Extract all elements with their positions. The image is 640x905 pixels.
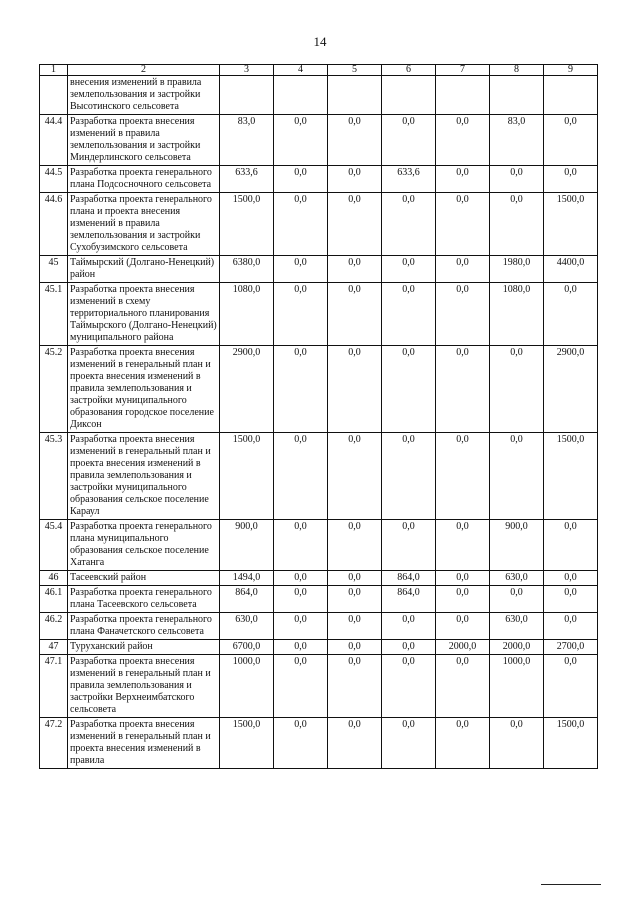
value-cell-col-6 bbox=[382, 76, 436, 115]
value-cell-col-8 bbox=[490, 76, 544, 115]
value-cell-col-3: 633,6 bbox=[220, 166, 274, 193]
column-header-5: 5 bbox=[328, 65, 382, 76]
value-cell-col-4: 0,0 bbox=[274, 256, 328, 283]
value-cell-col-9: 0,0 bbox=[544, 283, 598, 346]
value-cell-col-6: 0,0 bbox=[382, 433, 436, 520]
table-row bbox=[40, 193, 598, 256]
value-cell-col-6: 0,0 bbox=[382, 520, 436, 571]
value-cell-col-4: 0,0 bbox=[274, 115, 328, 166]
value-cell-col-3 bbox=[220, 76, 274, 115]
value-cell-col-5: 0,0 bbox=[328, 433, 382, 520]
value-cell-col-7: 0,0 bbox=[436, 655, 490, 718]
value-cell-col-8: 0,0 bbox=[490, 346, 544, 433]
row-number: 47 bbox=[40, 640, 68, 655]
value-cell-col-8: 1000,0 bbox=[490, 655, 544, 718]
row-number bbox=[40, 76, 68, 115]
value-cell-col-3: 1500,0 bbox=[220, 718, 274, 769]
table-row bbox=[40, 718, 598, 769]
value-cell-col-5: 0,0 bbox=[328, 166, 382, 193]
value-cell-col-8: 83,0 bbox=[490, 115, 544, 166]
row-description: внесения изменений в правила землепользования и застройки Высотинского сельсовета bbox=[68, 76, 220, 115]
value-cell-col-7: 0,0 bbox=[436, 193, 490, 256]
value-cell-col-9: 0,0 bbox=[544, 655, 598, 718]
value-cell-col-8: 0,0 bbox=[490, 166, 544, 193]
row-number: 46.1 bbox=[40, 586, 68, 613]
table-row bbox=[40, 613, 598, 640]
value-cell-col-9 bbox=[544, 76, 598, 115]
value-cell-col-3: 900,0 bbox=[220, 520, 274, 571]
column-header-1: 1 bbox=[40, 65, 68, 76]
row-number: 45 bbox=[40, 256, 68, 283]
value-cell-col-6: 0,0 bbox=[382, 115, 436, 166]
column-header-4: 4 bbox=[274, 65, 328, 76]
value-cell-col-6: 0,0 bbox=[382, 718, 436, 769]
row-description: Таймырский (Долгано-Ненецкий) район bbox=[68, 256, 220, 283]
row-description: Разработка проекта генерального плана Подсосночного сельсовета bbox=[68, 166, 220, 193]
value-cell-col-5: 0,0 bbox=[328, 283, 382, 346]
value-cell-col-8: 900,0 bbox=[490, 520, 544, 571]
value-cell-col-4: 0,0 bbox=[274, 571, 328, 586]
value-cell-col-9: 0,0 bbox=[544, 571, 598, 586]
value-cell-col-6: 0,0 bbox=[382, 655, 436, 718]
value-cell-col-3: 6700,0 bbox=[220, 640, 274, 655]
value-cell-col-6: 0,0 bbox=[382, 613, 436, 640]
value-cell-col-4: 0,0 bbox=[274, 655, 328, 718]
value-cell-col-9: 1500,0 bbox=[544, 193, 598, 256]
value-cell-col-4: 0,0 bbox=[274, 586, 328, 613]
footer-line bbox=[541, 884, 601, 885]
table-row bbox=[40, 256, 598, 283]
value-cell-col-8: 0,0 bbox=[490, 718, 544, 769]
value-cell-col-9: 4400,0 bbox=[544, 256, 598, 283]
row-number: 46.2 bbox=[40, 613, 68, 640]
row-description: Разработка проекта внесения изменений в правила землепользования и застройки Миндерлинского сельсовета bbox=[68, 115, 220, 166]
row-number: 44.5 bbox=[40, 166, 68, 193]
value-cell-col-4: 0,0 bbox=[274, 718, 328, 769]
value-cell-col-3: 1000,0 bbox=[220, 655, 274, 718]
value-cell-col-3: 864,0 bbox=[220, 586, 274, 613]
value-cell-col-7: 0,0 bbox=[436, 166, 490, 193]
value-cell-col-7 bbox=[436, 76, 490, 115]
value-cell-col-3: 1500,0 bbox=[220, 433, 274, 520]
value-cell-col-8: 630,0 bbox=[490, 571, 544, 586]
value-cell-col-9: 1500,0 bbox=[544, 718, 598, 769]
row-number: 45.1 bbox=[40, 283, 68, 346]
value-cell-col-5: 0,0 bbox=[328, 586, 382, 613]
value-cell-col-7: 2000,0 bbox=[436, 640, 490, 655]
value-cell-col-5: 0,0 bbox=[328, 718, 382, 769]
value-cell-col-7: 0,0 bbox=[436, 613, 490, 640]
value-cell-col-8: 630,0 bbox=[490, 613, 544, 640]
value-cell-col-5: 0,0 bbox=[328, 193, 382, 256]
table-row bbox=[40, 283, 598, 346]
value-cell-col-6: 864,0 bbox=[382, 571, 436, 586]
table-row bbox=[40, 115, 598, 166]
row-number: 45.4 bbox=[40, 520, 68, 571]
value-cell-col-6: 0,0 bbox=[382, 256, 436, 283]
table-row bbox=[40, 520, 598, 571]
row-description: Тасеевский район bbox=[68, 571, 220, 586]
value-cell-col-4: 0,0 bbox=[274, 613, 328, 640]
value-cell-col-8: 2000,0 bbox=[490, 640, 544, 655]
value-cell-col-9: 1500,0 bbox=[544, 433, 598, 520]
value-cell-col-6: 0,0 bbox=[382, 346, 436, 433]
column-header-6: 6 bbox=[382, 65, 436, 76]
value-cell-col-5: 0,0 bbox=[328, 346, 382, 433]
row-number: 45.2 bbox=[40, 346, 68, 433]
row-number: 44.6 bbox=[40, 193, 68, 256]
row-description: Разработка проекта внесения изменений в генеральный план и проекта внесения изменений в правила bbox=[68, 718, 220, 769]
value-cell-col-8: 0,0 bbox=[490, 433, 544, 520]
row-description: Разработка проекта генерального плана и проекта внесения изменений в правила землепользования и застройки Сухобузимского сельсовета bbox=[68, 193, 220, 256]
column-header-8: 8 bbox=[490, 65, 544, 76]
value-cell-col-7: 0,0 bbox=[436, 586, 490, 613]
value-cell-col-7: 0,0 bbox=[436, 283, 490, 346]
table-row bbox=[40, 346, 598, 433]
table-row bbox=[40, 166, 598, 193]
value-cell-col-7: 0,0 bbox=[436, 256, 490, 283]
row-description: Разработка проекта генерального плана Фаначетского сельсовета bbox=[68, 613, 220, 640]
value-cell-col-5: 0,0 bbox=[328, 115, 382, 166]
value-cell-col-8: 0,0 bbox=[490, 193, 544, 256]
value-cell-col-5: 0,0 bbox=[328, 613, 382, 640]
value-cell-col-9: 0,0 bbox=[544, 520, 598, 571]
value-cell-col-7: 0,0 bbox=[436, 520, 490, 571]
table-row bbox=[40, 586, 598, 613]
budget-table bbox=[39, 64, 598, 769]
value-cell-col-4: 0,0 bbox=[274, 433, 328, 520]
value-cell-col-9: 0,0 bbox=[544, 115, 598, 166]
value-cell-col-6: 633,6 bbox=[382, 166, 436, 193]
value-cell-col-3: 6380,0 bbox=[220, 256, 274, 283]
page-number: 14 bbox=[313, 34, 327, 49]
row-number: 46 bbox=[40, 571, 68, 586]
table-row bbox=[40, 76, 598, 115]
value-cell-col-6: 0,0 bbox=[382, 283, 436, 346]
value-cell-col-3: 83,0 bbox=[220, 115, 274, 166]
column-header-7: 7 bbox=[436, 65, 490, 76]
value-cell-col-9: 2700,0 bbox=[544, 640, 598, 655]
table-header bbox=[40, 65, 598, 76]
value-cell-col-8: 0,0 bbox=[490, 586, 544, 613]
value-cell-col-8: 1980,0 bbox=[490, 256, 544, 283]
row-description: Разработка проекта генерального плана муниципального образования сельское поселение Хатанга bbox=[68, 520, 220, 571]
value-cell-col-5: 0,0 bbox=[328, 256, 382, 283]
row-description: Разработка проекта внесения изменений в генеральный план и проекта внесения изменений в правила землепользования и застройки муниципального образования городское поселение Диксон bbox=[68, 346, 220, 433]
value-cell-col-9: 0,0 bbox=[544, 586, 598, 613]
row-description: Разработка проекта внесения изменений в генеральный план и проекта внесения изменений в правила землепользования и застройки муниципального образования сельское поселение Караул bbox=[68, 433, 220, 520]
table-body bbox=[40, 76, 598, 769]
value-cell-col-6: 864,0 bbox=[382, 586, 436, 613]
value-cell-col-4: 0,0 bbox=[274, 166, 328, 193]
value-cell-col-3: 1494,0 bbox=[220, 571, 274, 586]
row-number: 47.2 bbox=[40, 718, 68, 769]
table-row bbox=[40, 655, 598, 718]
column-header-3: 3 bbox=[220, 65, 274, 76]
value-cell-col-5: 0,0 bbox=[328, 640, 382, 655]
value-cell-col-5: 0,0 bbox=[328, 655, 382, 718]
column-header-2: 2 bbox=[68, 65, 220, 76]
value-cell-col-9: 2900,0 bbox=[544, 346, 598, 433]
value-cell-col-3: 1080,0 bbox=[220, 283, 274, 346]
value-cell-col-3: 2900,0 bbox=[220, 346, 274, 433]
value-cell-col-4 bbox=[274, 76, 328, 115]
table-row bbox=[40, 640, 598, 655]
value-cell-col-4: 0,0 bbox=[274, 346, 328, 433]
value-cell-col-9: 0,0 bbox=[544, 613, 598, 640]
value-cell-col-6: 0,0 bbox=[382, 193, 436, 256]
value-cell-col-3: 1500,0 bbox=[220, 193, 274, 256]
value-cell-col-5: 0,0 bbox=[328, 520, 382, 571]
value-cell-col-5 bbox=[328, 76, 382, 115]
value-cell-col-7: 0,0 bbox=[436, 115, 490, 166]
row-description: Туруханский район bbox=[68, 640, 220, 655]
column-header-9: 9 bbox=[544, 65, 598, 76]
value-cell-col-7: 0,0 bbox=[436, 346, 490, 433]
value-cell-col-6: 0,0 bbox=[382, 640, 436, 655]
value-cell-col-5: 0,0 bbox=[328, 571, 382, 586]
value-cell-col-7: 0,0 bbox=[436, 718, 490, 769]
value-cell-col-7: 0,0 bbox=[436, 571, 490, 586]
row-number: 45.3 bbox=[40, 433, 68, 520]
row-description: Разработка проекта внесения изменений в генеральный план и правила землепользования и застройки Верхнеимбатского сельсовета bbox=[68, 655, 220, 718]
value-cell-col-8: 1080,0 bbox=[490, 283, 544, 346]
row-number: 44.4 bbox=[40, 115, 68, 166]
value-cell-col-3: 630,0 bbox=[220, 613, 274, 640]
value-cell-col-4: 0,0 bbox=[274, 520, 328, 571]
row-description: Разработка проекта генерального плана Тасеевского сельсовета bbox=[68, 586, 220, 613]
value-cell-col-9: 0,0 bbox=[544, 166, 598, 193]
value-cell-col-4: 0,0 bbox=[274, 283, 328, 346]
header-row bbox=[40, 65, 598, 76]
value-cell-col-4: 0,0 bbox=[274, 193, 328, 256]
row-number: 47.1 bbox=[40, 655, 68, 718]
value-cell-col-7: 0,0 bbox=[436, 433, 490, 520]
row-description: Разработка проекта внесения изменений в схему территориального планирования Таймырского (Долгано-Ненецкий) муниципального района bbox=[68, 283, 220, 346]
table-row bbox=[40, 433, 598, 520]
table-row bbox=[40, 571, 598, 586]
value-cell-col-4: 0,0 bbox=[274, 640, 328, 655]
